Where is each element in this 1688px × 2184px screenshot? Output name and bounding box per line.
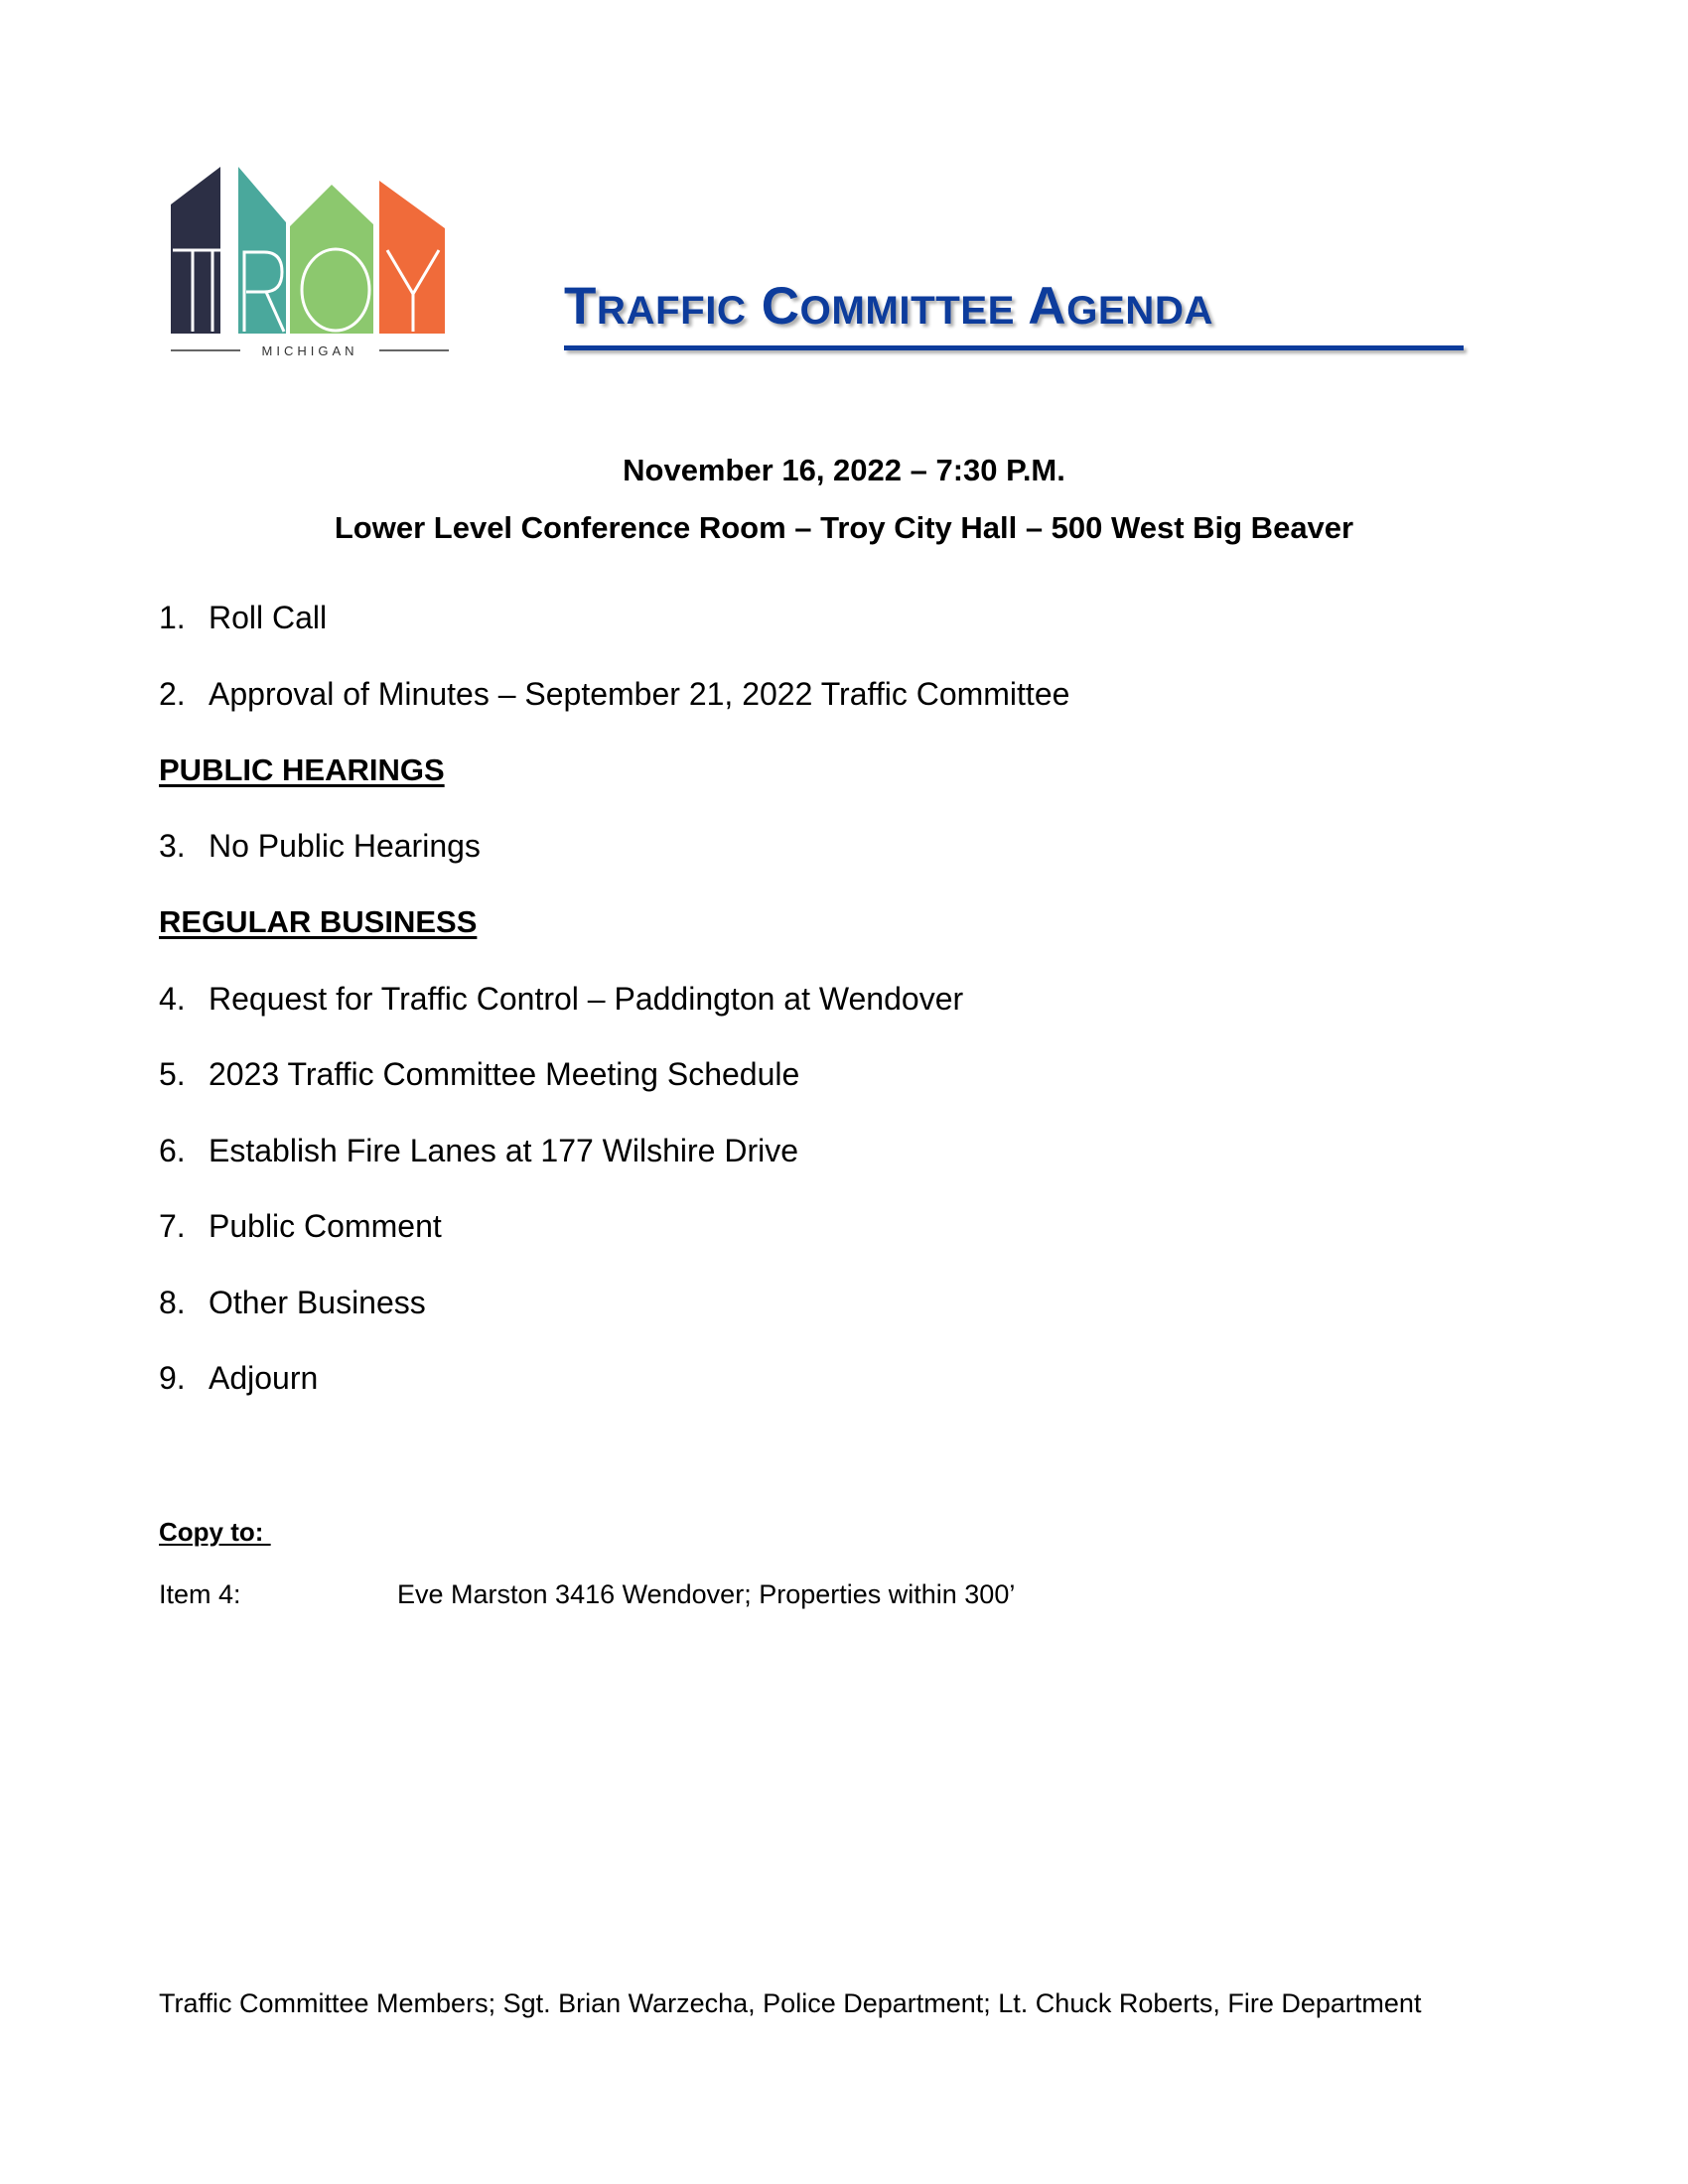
copy-to-value: Eve Marston 3416 Wendover; Properties within 300’ [397,1579,1016,1609]
agenda-item-number: 5. [159,1056,186,1092]
agenda-item-number: 2. [159,676,186,712]
agenda-item [159,1287,426,1318]
footer-distribution: Traffic Committee Members; Sgt. Brian Warzecha, Police Department; Lt. Chuck Roberts, Fire Department [159,1988,1422,2018]
agenda-item [159,1135,798,1166]
agenda-item [159,602,327,633]
logo-subtitle: MICHIGAN [261,343,358,357]
section-heading-regular-business: REGULAR BUSINESS [159,904,478,939]
page-title: TRAFFIC COMMITTEE AGENDA [564,277,1213,336]
agenda-item [159,830,481,862]
meeting-date-time: November 16, 2022 – 7:30 P.M. [623,453,1065,487]
agenda-item [159,983,963,1015]
logo-graphic [171,167,449,357]
section-heading-public-hearings: PUBLIC HEARINGS [159,752,445,787]
agenda-item-number: 8. [159,1285,186,1320]
agenda-item-text: Approval of Minutes – September 21, 2022 Traffic Committee [209,676,1070,712]
copy-to-label: Item 4: [159,1579,241,1609]
copy-to-heading: Copy to: [159,1517,271,1547]
agenda-item [159,678,1069,710]
agenda-item-number: 6. [159,1133,186,1168]
agenda-item-number: 9. [159,1360,186,1396]
agenda-item-text: Other Business [209,1285,426,1320]
troy-michigan-logo [171,167,449,357]
agenda-item-number: 7. [159,1208,186,1244]
agenda-item-text: 2023 Traffic Committee Meeting Schedule [209,1056,800,1092]
agenda-item-number: 3. [159,828,186,864]
agenda-item [159,1210,442,1242]
agenda-item-text: Request for Traffic Control – Paddington at Wendover [209,981,964,1017]
meeting-location: Lower Level Conference Room – Troy City Hall – 500 West Big Beaver [334,510,1354,545]
agenda-item-text: Roll Call [209,600,328,635]
agenda-item-number: 1. [159,600,186,635]
agenda-item-number: 4. [159,981,186,1017]
agenda-item [159,1362,318,1394]
agenda-item-text: Public Comment [209,1208,442,1244]
agenda-item-text: Establish Fire Lanes at 177 Wilshire Drive [209,1133,799,1168]
agenda-item [159,1058,799,1090]
agenda-item-text: Adjourn [209,1360,319,1396]
title-underline [564,345,1464,350]
agenda-item-text: No Public Hearings [209,828,481,864]
